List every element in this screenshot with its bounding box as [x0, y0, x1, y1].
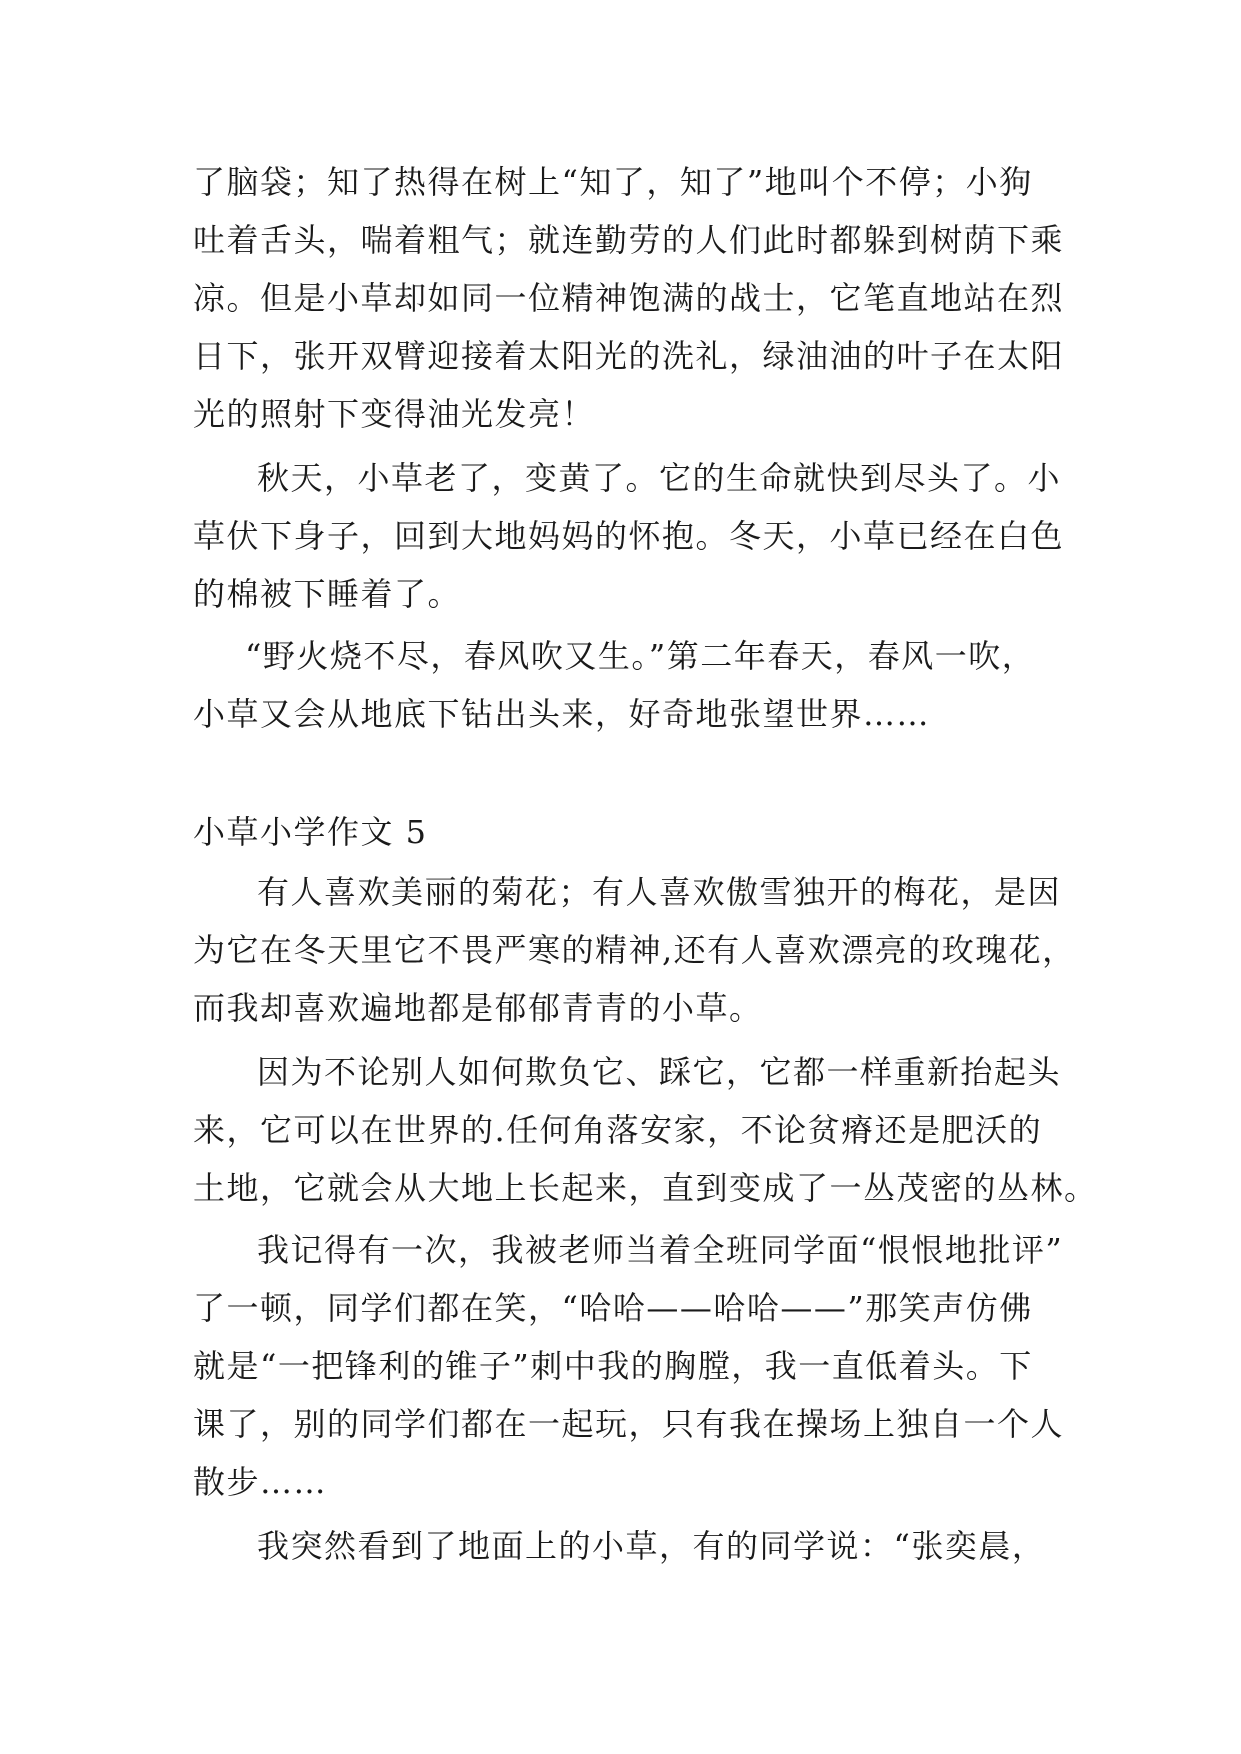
text-line: 凉。但是小草却如同一位精神饱满的战士，它笔直地站在烈: [193, 279, 1065, 317]
text-line: 土地，它就会从大地上长起来，直到变成了一丛茂密的丛林。: [193, 1169, 1098, 1207]
text-line: 散步……: [193, 1463, 328, 1501]
paragraph-start-line: 秋天，小草老了，变黄了。它的生命就快到尽头了。小: [257, 459, 1062, 497]
text-line: 草伏下身子，回到大地妈妈的怀抱。冬天，小草已经在白色: [193, 517, 1065, 555]
text-line: 就是“一把锋利的锥子”刺中我的胸膛，我一直低着头。下: [193, 1347, 1033, 1385]
text-line: 为它在冬天里它不畏严寒的精神,还有人喜欢漂亮的玫瑰花，: [193, 931, 1076, 969]
text-line: 光的照射下变得油光发亮！: [193, 395, 596, 433]
section-heading: 小草小学作文 5: [193, 813, 428, 851]
text-line: 吐着舌头，喘着粗气；就连勤劳的人们此时都躲到树荫下乘: [193, 221, 1065, 259]
text-line: 了脑袋；知了热得在树上“知了，知了”地叫个不停；小狗: [193, 163, 1033, 201]
text-line: 来，它可以在世界的.任何角落安家，不论贫瘠还是肥沃的: [193, 1111, 1043, 1149]
text-line: 小草又会从地底下钻出头来，好奇地张望世界……: [193, 695, 931, 733]
text-line: 了一顿，同学们都在笑，“哈哈——哈哈——”那笑声仿佛: [193, 1289, 1033, 1327]
text-line: 而我却喜欢遍地都是郁郁青青的小草。: [193, 989, 763, 1027]
text-line: 课了，别的同学们都在一起玩，只有我在操场上独自一个人: [193, 1405, 1065, 1443]
paragraph-start-line: 我记得有一次，我被老师当着全班同学面“恨恨地批评”: [257, 1231, 1064, 1269]
paragraph-start-line: 我突然看到了地面上的小草，有的同学说：“张奕晨，: [257, 1527, 1046, 1565]
paragraph-start-line: “野火烧不尽，春风吹又生。”第二年春天，春风一吹，: [245, 637, 1036, 675]
text-line: 的棉被下睡着了。: [193, 575, 462, 613]
text-line: 日下，张开双臂迎接着太阳光的洗礼，绿油油的叶子在太阳: [193, 337, 1065, 375]
paragraph-start-line: 有人喜欢美丽的菊花；有人喜欢傲雪独开的梅花，是因: [257, 873, 1062, 911]
paragraph-start-line: 因为不论别人如何欺负它、踩它，它都一样重新抬起头: [257, 1053, 1062, 1091]
